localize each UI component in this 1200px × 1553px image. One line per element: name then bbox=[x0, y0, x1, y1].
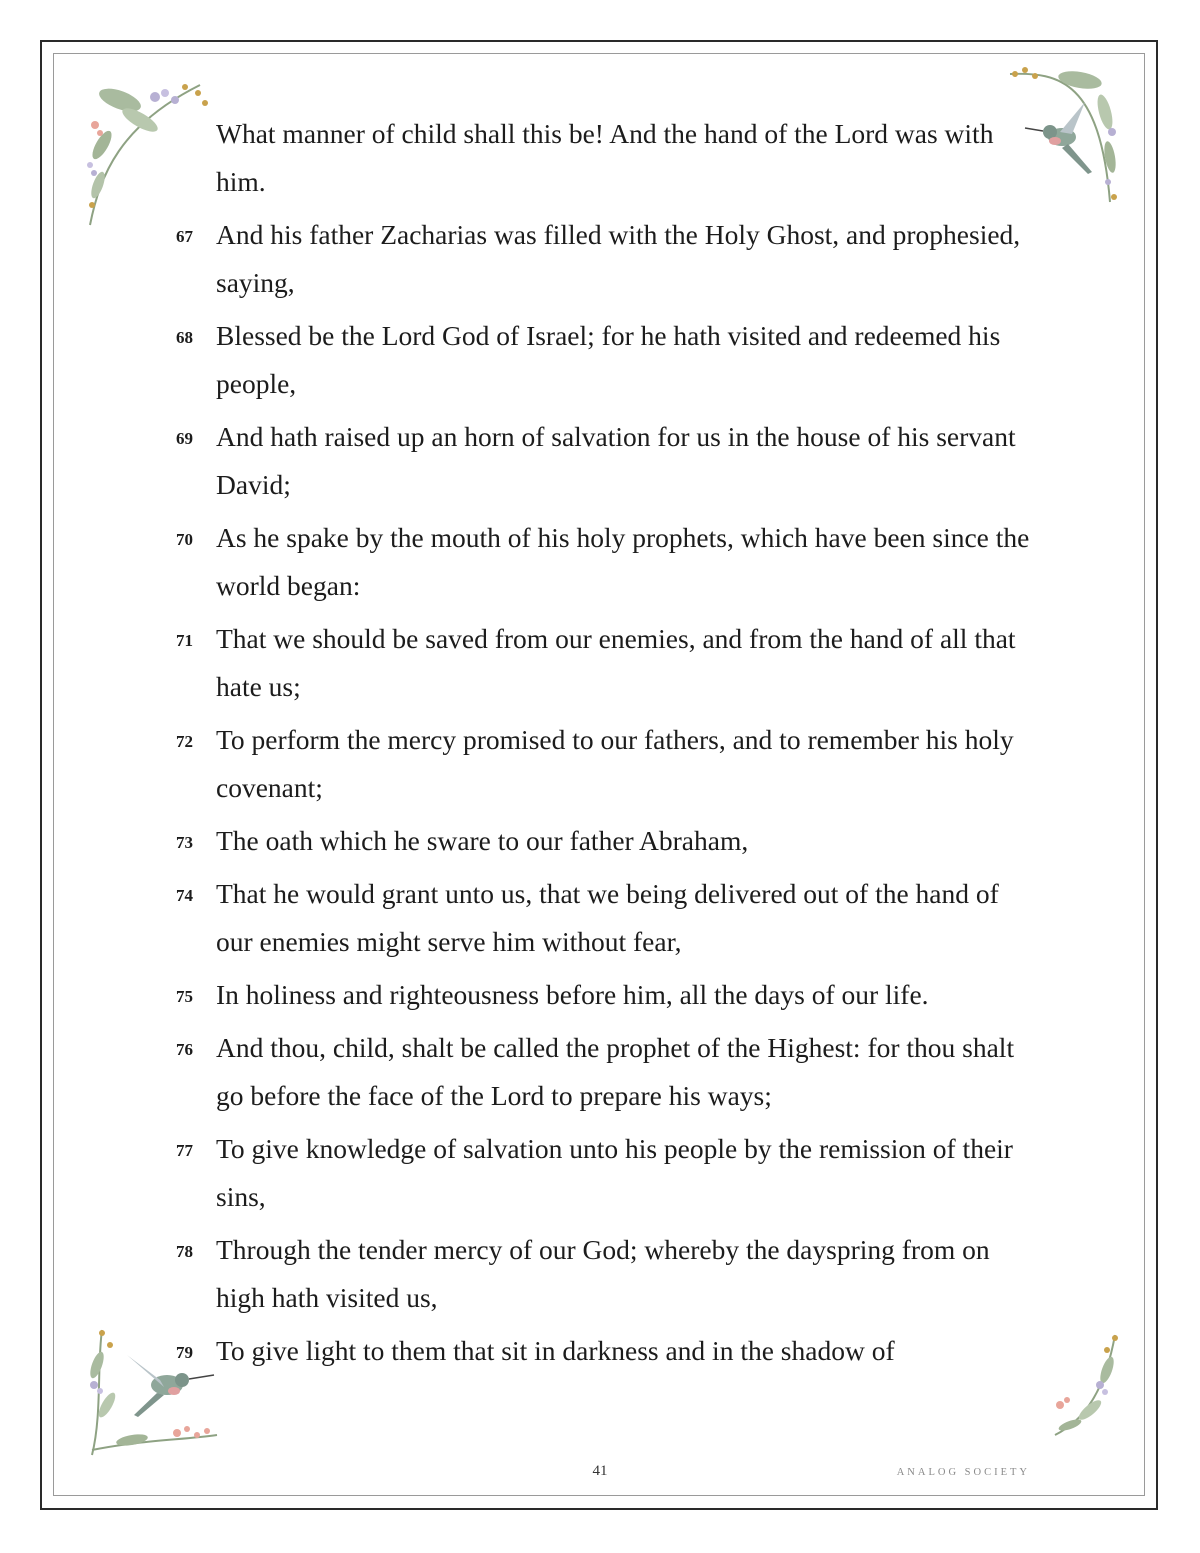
verse-text: To perform the mercy promised to our fathers, and to remember his holy covenant; bbox=[216, 724, 1014, 803]
verse bbox=[176, 1024, 1036, 1120]
verse-text: What manner of child shall this be! And the hand of the Lord was with him. bbox=[216, 118, 994, 197]
verse bbox=[176, 211, 1036, 307]
verse-text: And his father Zacharias was filled with the Holy Ghost, and prophesied, saying, bbox=[216, 219, 1021, 298]
verse-number: 76 bbox=[176, 1040, 193, 1059]
verse bbox=[176, 312, 1036, 408]
verse-number: 72 bbox=[176, 732, 193, 751]
verse-number: 70 bbox=[176, 530, 193, 549]
verse-number: 67 bbox=[176, 227, 193, 246]
verse-text: Through the tender mercy of our God; whereby the dayspring from on high hath visited us, bbox=[216, 1234, 990, 1313]
verse-text: To give light to them that sit in darkness and in the shadow of bbox=[216, 1335, 895, 1366]
verse bbox=[176, 615, 1036, 711]
scripture-text bbox=[0, 110, 1200, 1380]
verse-number: 71 bbox=[176, 631, 193, 650]
verse bbox=[176, 514, 1036, 610]
verse bbox=[176, 817, 1036, 865]
verse-number: 68 bbox=[176, 328, 193, 347]
verse-number: 77 bbox=[176, 1141, 193, 1160]
verse-number: 78 bbox=[176, 1242, 193, 1261]
verse bbox=[176, 1327, 1036, 1375]
verse bbox=[176, 1125, 1036, 1221]
page-number: 41 bbox=[592, 1463, 608, 1479]
verse-text: The oath which he sware to our father Abraham, bbox=[216, 825, 749, 856]
verse-text: To give knowledge of salvation unto his people by the remission of their sins, bbox=[216, 1133, 1013, 1212]
verse bbox=[176, 1226, 1036, 1322]
verse-text: Blessed be the Lord God of Israel; for he hath visited and redeemed his people, bbox=[216, 320, 1001, 399]
verse-number: 73 bbox=[176, 833, 193, 852]
verse-text: That we should be saved from our enemies, and from the hand of all that hate us; bbox=[216, 623, 1016, 702]
brand-name: ANALOG SOCIETY bbox=[896, 1467, 1030, 1478]
verse bbox=[176, 971, 1036, 1019]
verse bbox=[176, 413, 1036, 509]
verse bbox=[216, 110, 1036, 206]
verse-number: 75 bbox=[176, 987, 193, 1006]
verse bbox=[176, 716, 1036, 812]
verse bbox=[176, 870, 1036, 966]
verse-number: 69 bbox=[176, 429, 193, 448]
verse-text: And hath raised up an horn of salvation for us in the house of his servant David; bbox=[216, 421, 1016, 500]
verse-text: And thou, child, shalt be called the prophet of the Highest: for thou shalt go before the face of the Lord to prepare his ways; bbox=[216, 1032, 1015, 1111]
verse-number: 79 bbox=[176, 1343, 193, 1362]
verse-number: 74 bbox=[176, 886, 193, 905]
verse-text: That he would grant unto us, that we being delivered out of the hand of our enemies might serve him without fear, bbox=[216, 878, 999, 957]
verse-text: In holiness and righteousness before him, all the days of our life. bbox=[216, 979, 929, 1010]
verse-text: As he spake by the mouth of his holy prophets, which have been since the world began: bbox=[216, 522, 1030, 601]
